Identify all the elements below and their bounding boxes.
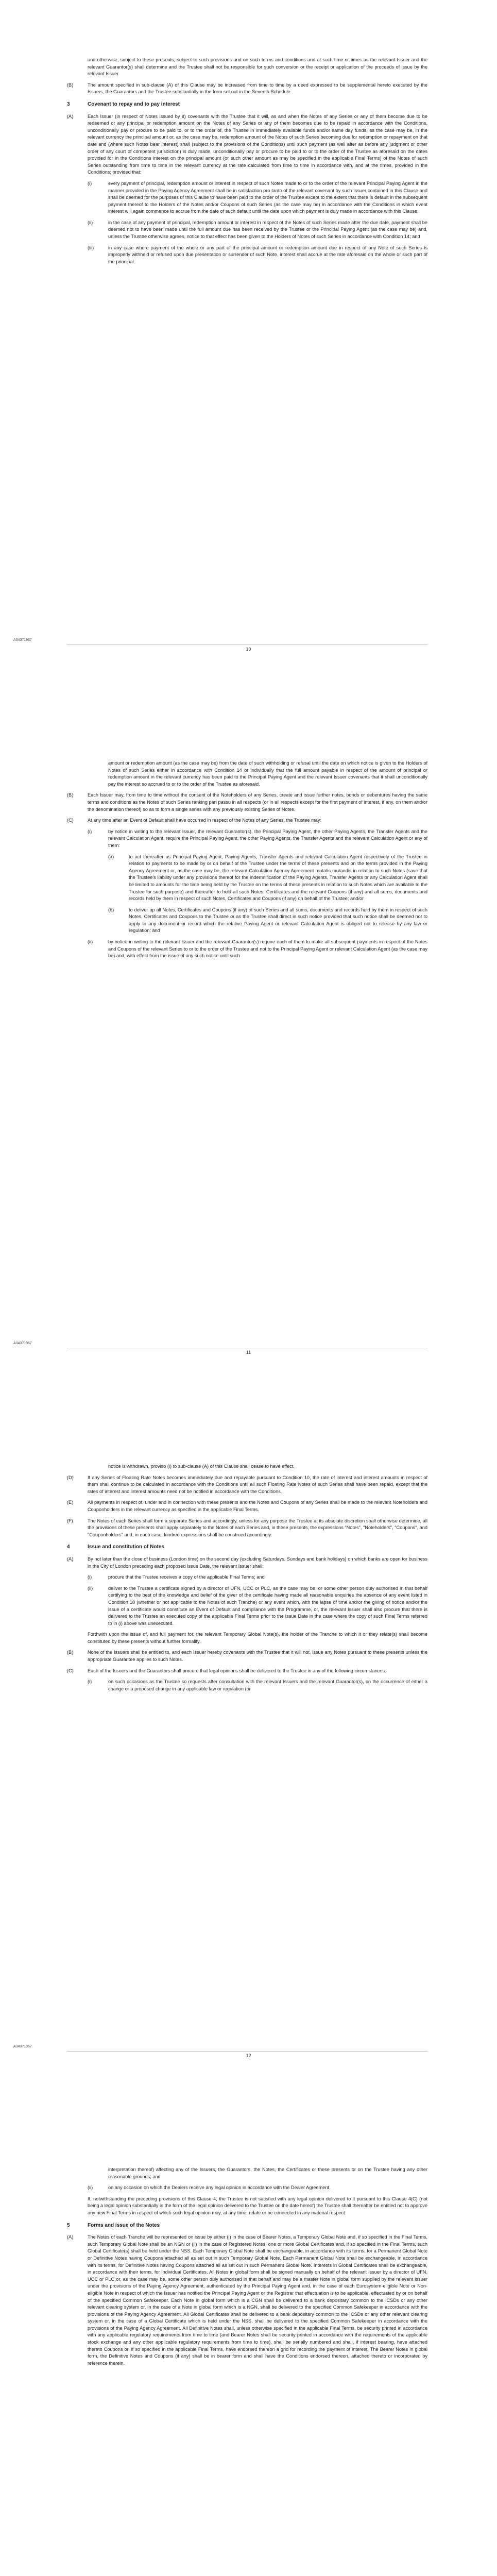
paragraph-text: By not later than the close of business (London time) on the second day (excluding Saturdays, Sundays and bank holidays) on which banks are open for business in the City of London preceding each proposed Issue Date, the relevant Issuer shall:: [88, 1556, 427, 1569]
paragraph-text: deliver to the Trustee a certificate signed by a director of UFN, UCC or PLC, as the case may be, or some other person duly authorised in that behalf certifying to the best of the knowledge and belief of the giver of the certificate having made all reasonable enquiries the absence of any event listed in Condition 10 (whether or not applicable to the Notes of such Tranche) or any event which, with the lapse of time and/or the giving of notice and/or the issue of a certificate would constitute an Event of Default and compliance with the Programme, or, the relevant Issuer shall also procure that there is delivered to the Trustee an executed copy of the applicable Final Terms prior to the Issue Date in the case where the copy of such Final Terms referred to in (i) above was unexecuted.: [108, 1585, 427, 1626]
paragraph-text: If any Series of Floating Rate Notes becomes immediately due and repayable pursuant to Condition 10, the rate of interest and interest amounts in respect of them shall continue to be calculated in accordance with the Conditions until all such Floating Rate Notes of such Series shall have been repaid, except that the rates of interest and interest amounts need not be notified in accordance with the Conditions.: [88, 1475, 427, 1494]
paragraph-text: The Notes of each Tranche will be represented on issue by either (i) in the case of Bearer Notes, a Temporary Global Note and, if so specified in the Final Terms, such Temporary Global Note shall be an NGN or (ii) in the case of Registered Notes, one or more Global Certificates and, if so specified in the Final Terms, such Global Certificate(s) shall be held under the NSS. Each Temporary Global Note shall be exchangeable, in accordance with its terms, for a Permanent Global Note or Definitive Notes having Coupons attached all as set out in such Temporary Global Note. Each Permanent Global Note shall be exchangeable, in accordance with its terms, for Definitive Notes having Coupons attached all as set out in such Permanent Global Note. Interests in Global Certificates shall be exchangeable, in accordance with their terms, for individual Certificates. All Notes in global form shall be signed manually on behalf of the relevant Issuer by a director of UFN, UCC or PLC or, as the case may be, some other person duly authorised in that behalf and may be a master Note in global form supplied by the relevant Issuer under the provisions of the Paying Agency Agreement, authenticated by the Principal Paying Agent and, in the case of each Eurosystem-eligible Note or Non-eligible Note in respect of which the Issuer has notified the Principal Paying Agent or the Registrar that effectuation is to be applicable, effectuated by or on behalf of the specified Common Safekeeper. Each Note in global form which is a CGN shall be delivered to a bank depositary common to the ICSDs or any other relevant clearing system or, in the case of a Note in global form which is a NGN, shall be delivered to the specified Common Safekeeper in accordance with the provisions of the Paying Agency Agreement. All Global Certificates shall be delivered to a bank depositary common to the ICSDs or any other relevant clearing system or, in the case of a Global Certificate which is held under the NSS, shall be delivered to the specified Common Safekeeper in accordance with the provisions of the Paying Agency Agreement. All Definitive Notes shall, unless otherwise specified in the applicable Final Terms, be security printed in accordance with any applicable regulatory requirements from time to time (and Bearer Notes shall be security printed in accordance with the requirements of the applicable stock exchange and any other applicable regulatory requirements from time to time), shall be serially numbered and shall, if interest bearing, have attached thereto Coupons or, if so specified in the applicable Final Terms, have endorsed thereon a grid for recording the payment of interest. The Bearer Notes in global form, the Definitive Notes and Coupons (if any) shall be in bearer form and shall have the Conditions endorsed thereon, attached thereto or incorporated by reference therein.: [88, 2234, 427, 2366]
paragraph-text: Forthwith upon the issue of, and full payment for, the relevant Temporary Global Note(s), the holder of the Tranche to which it or they relate(s) shall become constituted by these presents without further formality.: [88, 1632, 427, 1644]
page-number: 10: [246, 647, 251, 652]
paragraph-text: Each Issuer (in respect of Notes issued by it) covenants with the Trustee that it will, as and when the Notes of any Series or any of them become due to be redeemed or any principal or redemption amount on the Notes of any Series or any of them becomes due to be repaid in accordance with the Conditions, unconditionally pay or procure to be paid to, or to the order of, the Trustee in immediately available funds and/or same day funds, as the case may be, in the relevant currency the principal amount or, as the case may be, redemption amount of the Notes of such Series becoming due for redemption or repayment on that date and (where such Notes bear interest) shall (subject to the provisions of the Conditions) until such payment (as well after as before any judgment or other order of any court of competent jurisdiction) is duly made, unconditionally pay or procure to be paid to or to the order of the Trustee as aforesaid on the dates provided for in the Conditions interest on the principal amount (or such other amount as may be specified in the applicable Final Terms) of the Notes of such Series outstanding from time to time in the relevant currency at the rate calculated from time to time in accordance with, and at the times, provided in the Conditions; provided that:: [88, 113, 427, 175]
sub-sub-paragraph: [67, 907, 427, 935]
continuation-paragraph: [67, 1631, 427, 1645]
clause-number: 3: [67, 101, 70, 107]
sub-paragraph: [67, 180, 427, 215]
paragraph-text: in the case of any payment of principal, redemption amount or interest in respect of the Notes of such Series made after the due date, payment shall be deemed not to have been made until the full amount due has been received by the Trustee or the Principal Paying Agent (as the case may be) and, unless the Trustee otherwise agrees, notice to that effect has been given to the Holders of Notes of such Series in accordance with Condition 14; and: [108, 219, 427, 240]
paragraph-label: (A): [67, 2234, 74, 2240]
paragraph-label: (ii): [88, 219, 93, 225]
sub-clause: [67, 792, 427, 813]
paragraph-text: Each Issuer may, from time to time without the consent of the Noteholders of any Series, create and issue further notes, bonds or debentures having the same terms and conditions as the Notes of such Series ranking pari passu in all respects (or in all respects except for the first payment of interest, if any, on them and/or the denomination thereof) so as to form a single series with any previously existing Series of Notes.: [88, 792, 427, 812]
paragraph-label: (F): [67, 1518, 73, 1523]
paragraph-text: by notice in writing to the relevant Issuer and the relevant Guarantor(s) require each of them to make all subsequent payments in respect of the Notes and Coupons of the relevant Series to or to the order of the Trustee and not to the Principal Paying Agent or relevant Calculation Agent (as the case may be) and, with effect from the issue of any such notice until such: [108, 939, 427, 959]
sub-clause: [67, 817, 427, 824]
paragraph-label: (i): [88, 1574, 92, 1580]
paragraph-label: (iii): [88, 245, 94, 250]
paragraph-text: in any case where payment of the whole or any part of the principal amount or redemption amount due in respect of any Note of such Series is improperly withheld or refused upon due presentation or surrender of such Note, interest shall accrue at the rate aforesaid on the whole or such part of the principal: [108, 245, 427, 264]
paragraph-text: interpretation thereof) affecting any of the Issuers, the Guarantors, the Notes, the Certificates or these presents or on the Trustee having any other reasonable grounds; and: [108, 2167, 427, 2179]
paragraph-label: (ii): [88, 1585, 93, 1591]
paragraph-text: to act thereafter as Principal Paying Agent, Paying Agents, Transfer Agents and relevant Calculation Agent respectively of the Trustee in relation to payments to be made by or on behalf of the Trustee under the terms of these presents and on the terms provided in the Paying Agency Agreement or, as the case may be, the relevant Calculation Agency Agreement mutatis mutandis in relation to such Notes (save that the Trustee's liability under any provisions thereof for the indemnification of the Paying Agents, Transfer Agents or any Calculation Agent shall be limited to amounts for the time being held by the Trustee on the terms of these presents in relation to such Notes which are available to the Trustee for such purpose) and thereafter to hold all such Notes, Certificates and the relevant Coupons (if any) and all sums, documents and records held by them in respect of such Notes, Certificates and Coupons (if any) on behalf of the Trustee; and/or: [129, 854, 427, 902]
document-page: [0, 703, 497, 1406]
paragraph-text: At any time after an Event of Default shall have occurred in respect of the Notes of any Series, the Trustee may:: [88, 818, 321, 823]
sub-clause: [67, 1475, 427, 1496]
page-number: 11: [246, 1350, 251, 1355]
sub-paragraph: [67, 939, 427, 960]
continuation-paragraph: [67, 2196, 427, 2217]
continuation-paragraph: [67, 760, 427, 788]
sub-clause: [67, 1499, 427, 1513]
paragraph-label: (a): [108, 854, 114, 859]
page-body: [67, 1463, 427, 1697]
clause-title: Forms and issue of the Notes: [88, 2222, 160, 2228]
paragraph-label: (i): [88, 180, 92, 186]
paragraph-label: (i): [88, 1679, 92, 1685]
clause-title: Covenant to repay and to pay interest: [88, 101, 180, 107]
sub-paragraph: [67, 1574, 427, 1581]
document-page: [0, 1406, 497, 2110]
paragraph-label: (B): [67, 792, 74, 798]
paragraph-text: The amount specified in sub-clause (A) of this Clause may be increased from time to time by a deed expressed to be supplemental hereto executed by the Issuers, the Guarantors and the Trustee substantially in the form set out in the Seventh Schedule.: [88, 82, 427, 95]
paragraph-label: (A): [67, 113, 74, 119]
paragraph-text: Each of the Issuers and the Guarantors shall procure that legal opinions shall be delivered to the Trustee in any of the following circumstances:: [88, 1668, 386, 1673]
page-number: 12: [246, 2053, 251, 2058]
paragraph-label: (ii): [88, 939, 93, 945]
sub-clause: [67, 113, 427, 176]
paragraph-text: The Notes of each Series shall form a separate Series and accordingly, unless for any purpose the Trustee at its absolute discretion shall otherwise determine, all the provisions of these presents shall apply separately to the Notes of each Series and, in these presents, the expressions "Notes", "Noteholders", "Coupons", and "Couponholders" and, in each case, kindred expressions shall be construed accordingly.: [88, 1518, 427, 1537]
paragraph-text: If, notwithstanding the preceding provisions of this Clause 4, the Trustee is not satisfied with any legal opinion delivered to it pursuant to this Clause 4(C) (not being a legal opinion substantially in the form of the legal opinion delivered to the Trustee on the date hereof) the Trustee shall thereafter be entitled not to approve any new Final Terms in respect of which such legal opinion may, at any time, relate or be connected in any material respect.: [88, 2196, 427, 2215]
sub-paragraph: [67, 1679, 427, 1692]
document-reference-code: A34371967: [13, 1342, 32, 1345]
paragraph-text: notice is withdrawn, proviso (i) to sub-clause (A) of this Clause shall cease to have effect.: [108, 1464, 295, 1469]
clause-heading: [67, 2222, 427, 2229]
continuation-paragraph: [67, 2166, 427, 2180]
paragraph-text: and otherwise, subject to these presents, subject to such provisions and on such terms and conditions and at such time or times as the relevant Issuer and the relevant Guarantor(s) shall determine and the Trustee shall not be responsible for such conversion or the receipt or application of the proceeds of issue by the relevant Issuer.: [88, 57, 427, 77]
paragraph-text: on such occasions as the Trustee so requests after consultation with the relevant Issuers and the relevant Guarantor(s), on the occurrence of either a change or a proposed change in any applicable law or regulation (or: [108, 1679, 427, 1691]
paragraph-text: on any occasion on which the Dealers receive any legal opinion in accordance with the Dealer Agreement.: [108, 2185, 331, 2191]
paragraph-label: (i): [88, 828, 92, 834]
paragraph-label: (B): [67, 82, 74, 88]
paragraph-text: amount or redemption amount (as the case may be) from the date of such withholding or refusal until the date on which notice is given to the Holders of Notes of such Series either in accordance with Condition 14 or individually that the full amount payable in respect of the amount of principal or redemption amount in the relevant currency has been paid to the Principal Paying Agent and the relevant Issuer covenants that it shall unconditionally pay the interest so accrued to or to the order of the Trustee as aforesaid.: [108, 760, 427, 787]
sub-clause: [67, 1649, 427, 1663]
continuation-paragraph: [67, 1463, 427, 1470]
sub-clause: [67, 82, 427, 96]
sub-clause: [67, 1518, 427, 1539]
sub-paragraph: [67, 219, 427, 241]
page-body: [67, 57, 427, 269]
sub-clause: [67, 2234, 427, 2367]
document-reference-code: A34371967: [13, 2045, 32, 2048]
clause-heading: [67, 1544, 427, 1551]
paragraph-text: procure that the Trustee receives a copy of the applicable Final Terms; and: [108, 1574, 265, 1580]
paragraph-label: (C): [67, 818, 74, 823]
paragraph-label: (C): [67, 1668, 74, 1673]
paragraph-label: (A): [67, 1556, 74, 1562]
clause-heading: [67, 101, 427, 108]
paragraph-text: by notice in writing to the relevant Issuer, the relevant Guarantor(s), the Principal Paying Agent, the other Paying Agents, the Transfer Agents and the relevant Calculation Agent, require the Principal Paying Agent, the other Paying Agents, the Transfer Agents and the relevant Calculation Agent or any of them:: [108, 828, 427, 848]
sub-paragraph: [67, 245, 427, 266]
page-body: [67, 760, 427, 964]
paragraph-text: to deliver up all Notes, Certificates and Coupons (if any) of such Series and all sums, documents and records held by them in respect of such Notes, Certificates and Coupons to the Trustee or as the Trustee shall direct in such notice provided that such notice shall be deemed not to apply to any document or record which the relative Paying Agent or relevant Calculation Agent is obliged not to release by any law or regulation; and: [129, 907, 427, 934]
sub-paragraph: [67, 1585, 427, 1628]
paragraph-label: (ii): [88, 2185, 93, 2191]
paragraph-label: (B): [67, 1650, 74, 1655]
paragraph-text: All payments in respect of, under and in connection with these presents and the Notes and Coupons of any Series shall be made to the relevant Noteholders and Couponholders in the relevant currency as specified in the applicable Final Terms.: [88, 1500, 427, 1512]
paragraph-label: (E): [67, 1500, 74, 1505]
sub-clause: [67, 1556, 427, 1570]
document-reference-code: A34371967: [13, 638, 32, 642]
document-page: [0, 2110, 497, 2576]
clause-number: 4: [67, 1544, 70, 1550]
footer-divider: [67, 2051, 427, 2052]
paragraph-text: None of the Issuers shall be entitled to, and each Issuer hereby covenants with the Trustee that it will not, issue any Notes pursuant to these presents unless the appropriate Guarantee applies to such Notes.: [88, 1650, 427, 1663]
document-page: [0, 0, 497, 703]
clause-title: Issue and constitution of Notes: [88, 1544, 164, 1550]
page-body: [67, 2166, 427, 2371]
sub-paragraph: [67, 2184, 427, 2192]
clause-number: 5: [67, 2222, 70, 2228]
paragraph-label: (D): [67, 1475, 74, 1480]
sub-sub-paragraph: [67, 854, 427, 903]
sub-paragraph: [67, 828, 427, 850]
paragraph-label: (b): [108, 907, 114, 912]
sub-clause: [67, 1668, 427, 1675]
paragraph-text: every payment of principal, redemption amount or interest in respect of such Notes made to or to the order of the relevant Principal Paying Agent in the manner provided in the Paying Agency Agreement shall be in satisfaction pro tanto of the relevant covenant by such Issuer contained in this Clause and shall be deemed for the purposes of this Clause to have been paid to the order of the Trustee except to the extent that there is default in the subsequent payment thereof to the Holders of the Notes and/or Coupons of such Series (as the case may be) in accordance with the Conditions in which event interest will again commence to accrue from the date of such default until the date upon which payment is duly made in accordance with this Clause;: [108, 180, 427, 214]
continuation-paragraph: [67, 57, 427, 78]
